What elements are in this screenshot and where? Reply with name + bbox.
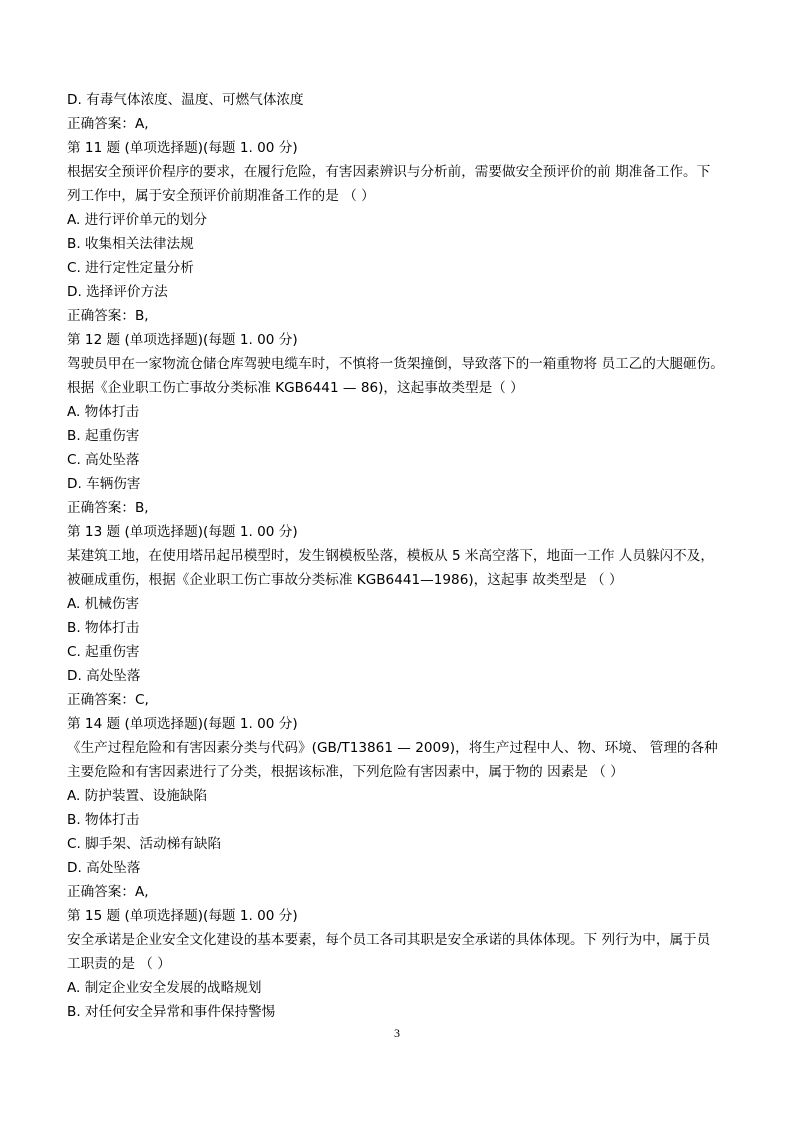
question-option: C. 高处坠落 <box>67 452 140 468</box>
question-option: B. 对任何安全异常和事件保持警惕 <box>67 1004 276 1020</box>
question-stem: 主要危险和有害因素进行了分类，根据该标准，下列危险有害因素中，属于物的 因素是 （ ） <box>67 764 624 780</box>
question-option: B. 收集相关法律法规 <box>67 236 194 252</box>
correct-answer: 正确答案：B, <box>67 308 149 324</box>
question-stem: 驾驶员甲在一家物流仓储仓库驾驶电缆车时，不慎将一货架撞倒，导致落下的一箱重物将 员工乙的大腿砸伤。 <box>67 356 724 372</box>
question-stem: 工职责的是 （ ） <box>67 956 171 972</box>
question-option: A. 进行评价单元的划分 <box>67 212 208 228</box>
correct-answer: 正确答案：A, <box>67 884 149 900</box>
correct-answer: 正确答案：A, <box>67 116 149 132</box>
question-stem: 列工作中，属于安全预评价前期准备工作的是 （ ） <box>67 188 375 204</box>
question-stem: 根据安全预评价程序的要求，在履行危险，有害因素辨识与分析前，需要做安全预评价的前 期准备工作。下 <box>67 164 711 180</box>
question-stem: 《生产过程危险和有害因素分类与代码》(GB/T13861 — 2009)，将生产过程中人、物、环境、 管理的各种 <box>67 740 718 756</box>
question-option: A. 机械伤害 <box>67 596 140 612</box>
question-option: C. 起重伤害 <box>67 644 140 660</box>
question-option: B. 物体打击 <box>67 620 140 636</box>
question-stem: 某建筑工地，在使用塔吊起吊模型时，发生钢模板坠落，模板从 5 米高空落下，地面一工作 人员躲闪不及， <box>67 548 714 564</box>
question-option: A. 物体打击 <box>67 404 140 420</box>
question-header: 第 14 题 (单项选择题)(每题 1. 00 分) <box>67 716 298 732</box>
question-option: C. 进行定性定量分析 <box>67 260 194 276</box>
question-option: A. 防护装置、设施缺陷 <box>67 788 208 804</box>
page-number: 3 <box>394 1026 400 1040</box>
question-header: 第 13 题 (单项选择题)(每题 1. 00 分) <box>67 524 298 540</box>
question-option: B. 物体打击 <box>67 812 140 828</box>
correct-answer: 正确答案：B, <box>67 500 149 516</box>
question-stem: 根据《企业职工伤亡事故分类标准 KGB6441 — 86)，这起事故类型是（ ） <box>67 380 524 396</box>
option-d: D. 有毒气体浓度、温度、可燃气体浓度 <box>67 92 304 108</box>
question-header: 第 11 题 (单项选择题)(每题 1. 00 分) <box>67 140 298 156</box>
question-option: D. 选择评价方法 <box>67 284 168 300</box>
question-option: D. 高处坠落 <box>67 860 141 876</box>
question-header: 第 12 题 (单项选择题)(每题 1. 00 分) <box>67 332 298 348</box>
question-stem: 安全承诺是企业安全文化建设的基本要素，每个员工各司其职是安全承诺的具体体现。下 列行为中，属于员 <box>67 932 711 948</box>
question-option: D. 高处坠落 <box>67 668 141 684</box>
correct-answer: 正确答案：C, <box>67 692 149 708</box>
question-stem: 被砸成重伤，根据《企业职工伤亡事故分类标准 KGB6441—1986)，这起事 故类型是 （ ） <box>67 572 623 588</box>
question-list <box>67 136 747 1024</box>
document-page <box>67 88 747 1024</box>
question-option: D. 车辆伤害 <box>67 476 141 492</box>
question-option: A. 制定企业安全发展的战略规划 <box>67 980 262 996</box>
question-option: B. 起重伤害 <box>67 428 140 444</box>
question-header: 第 15 题 (单项选择题)(每题 1. 00 分) <box>67 908 298 924</box>
question-option: C. 脚手架、活动梯有缺陷 <box>67 836 222 852</box>
